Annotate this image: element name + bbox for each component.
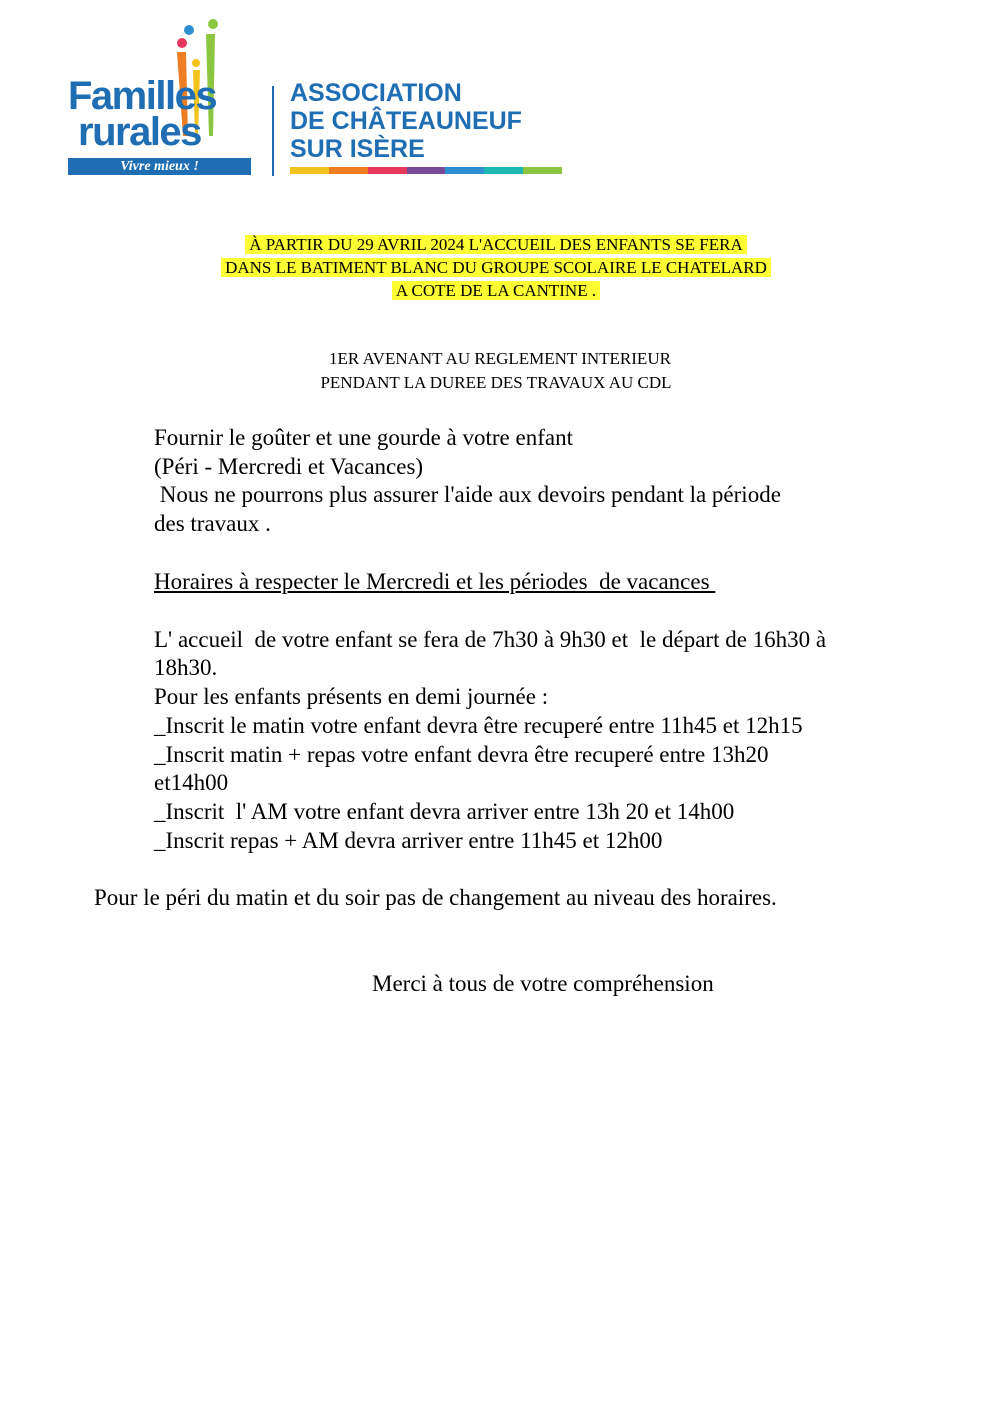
body-line: Nous ne pourrons plus assurer l'aide aux devoirs pendant la période — [154, 482, 781, 507]
brand-word-familles: Familles — [68, 74, 217, 118]
stripe — [407, 167, 446, 174]
stripe — [484, 167, 523, 174]
stripe — [329, 167, 368, 174]
stripe — [290, 167, 329, 174]
document-subtitle: PENDANT LA DUREE DES TRAVAUX AU CDL — [320, 373, 672, 392]
notice-line-2 — [0, 256, 992, 279]
association-logo — [68, 18, 564, 176]
body-line: et14h00 — [154, 770, 229, 795]
association-line-1: ASSOCIATION — [290, 79, 462, 107]
logo-divider — [272, 86, 274, 176]
notice-line-1 — [0, 233, 992, 256]
association-line-3: SUR ISÈRE — [290, 135, 425, 163]
brand-tagline: Vivre mieux ! — [68, 158, 251, 175]
horaires-heading: Horaires à respecter le Mercredi et les périodes de vacances — [154, 569, 716, 594]
body-line: Fournir le goûter et une gourde à votre enfant — [154, 425, 573, 450]
body-line: (Péri - Mercredi et Vacances) — [154, 454, 424, 479]
body-line: L' accueil de votre enfant se fera de 7h30 à 9h30 et le départ de 16h30 à — [154, 627, 827, 652]
body-line: _Inscrit l' AM votre enfant devra arriver entre 13h 20 et 14h00 — [154, 799, 735, 824]
body-line: _Inscrit matin + repas votre enfant devra être recuperé entre 13h20 — [154, 742, 769, 767]
body-line: 18h30. — [154, 655, 218, 680]
association-line-2: DE CHÂTEAUNEUF — [290, 107, 522, 135]
brand-word-rurales: rurales — [78, 110, 201, 154]
color-stripes — [290, 167, 562, 174]
thanks-line: Merci à tous de votre compréhension — [372, 971, 714, 996]
notice-highlight: A COTE DE LA CANTINE . — [392, 281, 600, 300]
notice-line-3 — [0, 279, 992, 302]
notice-highlight: DANS LE BATIMENT BLANC DU GROUPE SCOLAIRE LE CHATELARD — [221, 258, 771, 277]
stripe — [368, 167, 407, 174]
body-line: _Inscrit le matin votre enfant devra être recuperé entre 11h45 et 12h15 — [154, 713, 803, 738]
notice-highlight: À PARTIR DU 29 AVRIL 2024 L'ACCUEIL DES ENFANTS SE FERA — [245, 235, 747, 254]
stripe — [445, 167, 484, 174]
body-line: Pour les enfants présents en demi journée : — [154, 684, 549, 709]
document-title: 1ER AVENANT AU REGLEMENT INTERIEUR — [329, 349, 671, 368]
peri-note: Pour le péri du matin et du soir pas de changement au niveau des horaires. — [94, 885, 777, 910]
body-line: _Inscrit repas + AM devra arriver entre 11h45 et 12h00 — [154, 828, 663, 853]
stripe — [523, 167, 562, 174]
body-line: des travaux . — [154, 511, 271, 536]
